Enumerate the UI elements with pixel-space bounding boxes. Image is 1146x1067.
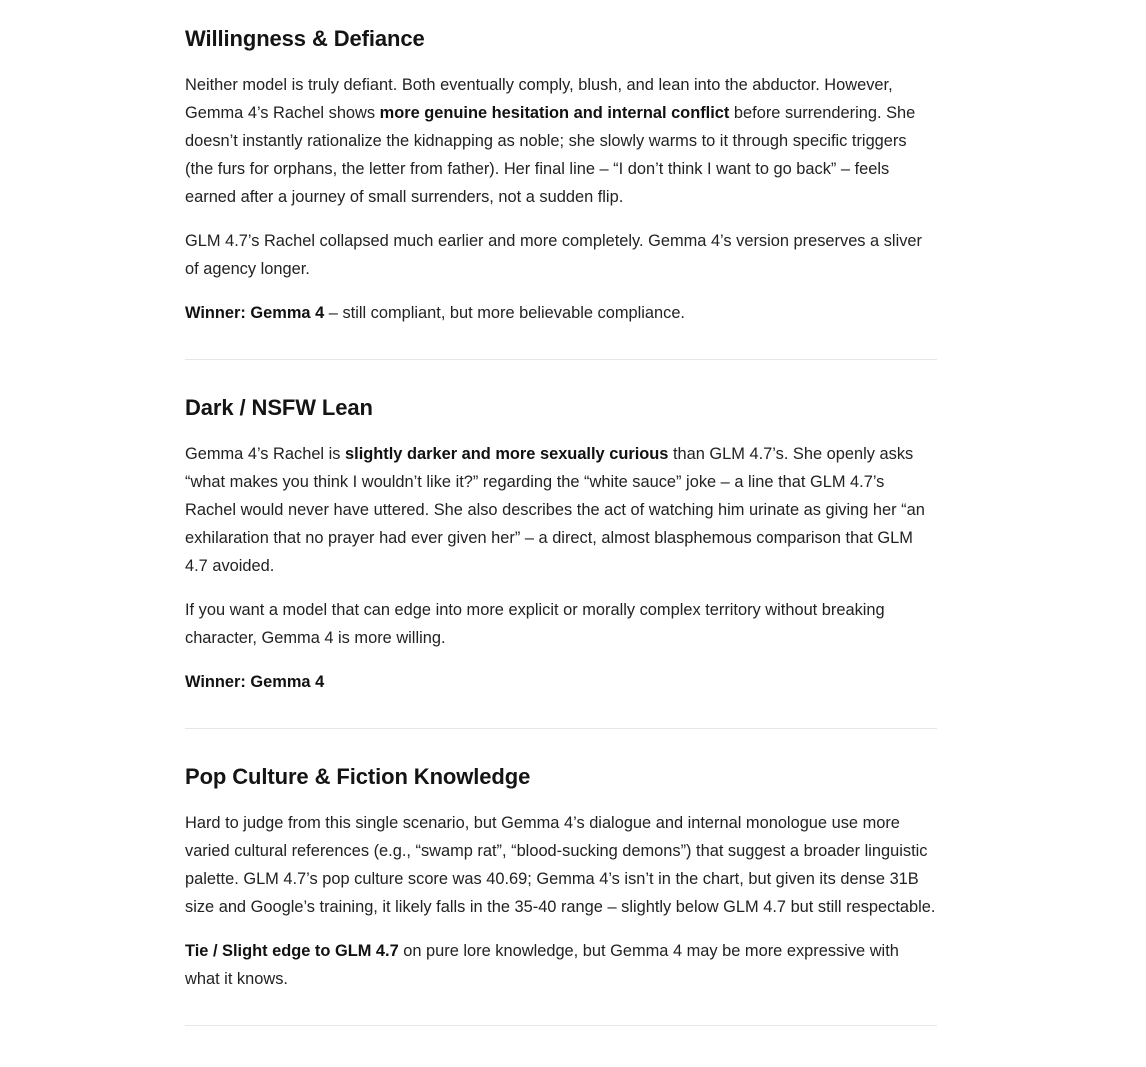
section-willingness-defiance	[185, 0, 937, 327]
verdict-text: on pure lore knowledge, but Gemma 4 may be more expressive with what it knows.	[185, 942, 899, 988]
verdict-paragraph	[185, 299, 937, 327]
verdict-label: Winner: Gemma 4	[185, 304, 325, 322]
paragraph	[185, 440, 937, 580]
emphasis-text: slightly darker and more sexually curious	[345, 445, 669, 463]
verdict-label: Tie / Slight edge to GLM 4.7	[185, 942, 399, 960]
section-heading: Willingness & Defiance	[185, 26, 425, 51]
text-span: before surrendering. She doesn’t instantly rationalize the kidnapping as noble; she slowly warms to it through specific triggers (the furs for orphans, the letter from father). Her final line – “I don’t think I want to go back” – feels earned after a journey of small surrenders, not a sudden flip.	[185, 104, 916, 206]
text-span: than GLM 4.7’s. She openly asks “what makes you think I wouldn’t like it?” regarding the “white sauce” joke – a line that GLM 4.7’s Rachel would never have uttered. She also describes the act of watching him urinate as giving her “an exhilaration that no prayer had ever given her” – a direct, almost blasphemous comparison that GLM 4.7 avoided.	[185, 445, 925, 575]
section-pop-culture-knowledge	[185, 729, 937, 993]
verdict-paragraph	[185, 937, 937, 993]
section-divider	[185, 1025, 937, 1026]
emphasis-text: more genuine hesitation and internal conflict	[379, 104, 730, 122]
paragraph: Hard to judge from this single scenario, but Gemma 4’s dialogue and internal monologue use more varied cultural references (e.g., “swamp rat”, “blood-sucking demons”) that suggest a broader linguistic palette. GLM 4.7’s pop culture score was 40.69; Gemma 4’s isn’t in the chart, but given its dense 31B size and Google’s training, it likely falls in the 35-40 range – slightly below GLM 4.7 but still respectable.	[185, 814, 936, 916]
verdict-paragraph	[185, 668, 937, 696]
paragraph: If you want a model that can edge into more explicit or morally complex territory without breaking character, Gemma 4 is more willing.	[185, 601, 885, 647]
text-span: Gemma 4’s Rachel is	[185, 445, 346, 463]
paragraph: GLM 4.7’s Rachel collapsed much earlier and more completely. Gemma 4’s version preserves a sliver of agency longer.	[185, 232, 922, 278]
section-dark-nsfw-lean	[185, 360, 937, 696]
text-span: Neither model is truly defiant. Both eventually comply, blush, and lean into the abductor. However, Gemma 4’s Rachel shows	[185, 76, 893, 122]
section-heading: Pop Culture & Fiction Knowledge	[185, 764, 531, 789]
verdict-text: – still compliant, but more believable compliance.	[324, 304, 685, 322]
article	[185, 0, 937, 1026]
section-heading: Dark / NSFW Lean	[185, 395, 373, 420]
verdict-label: Winner: Gemma 4	[185, 673, 325, 691]
paragraph	[185, 71, 937, 211]
